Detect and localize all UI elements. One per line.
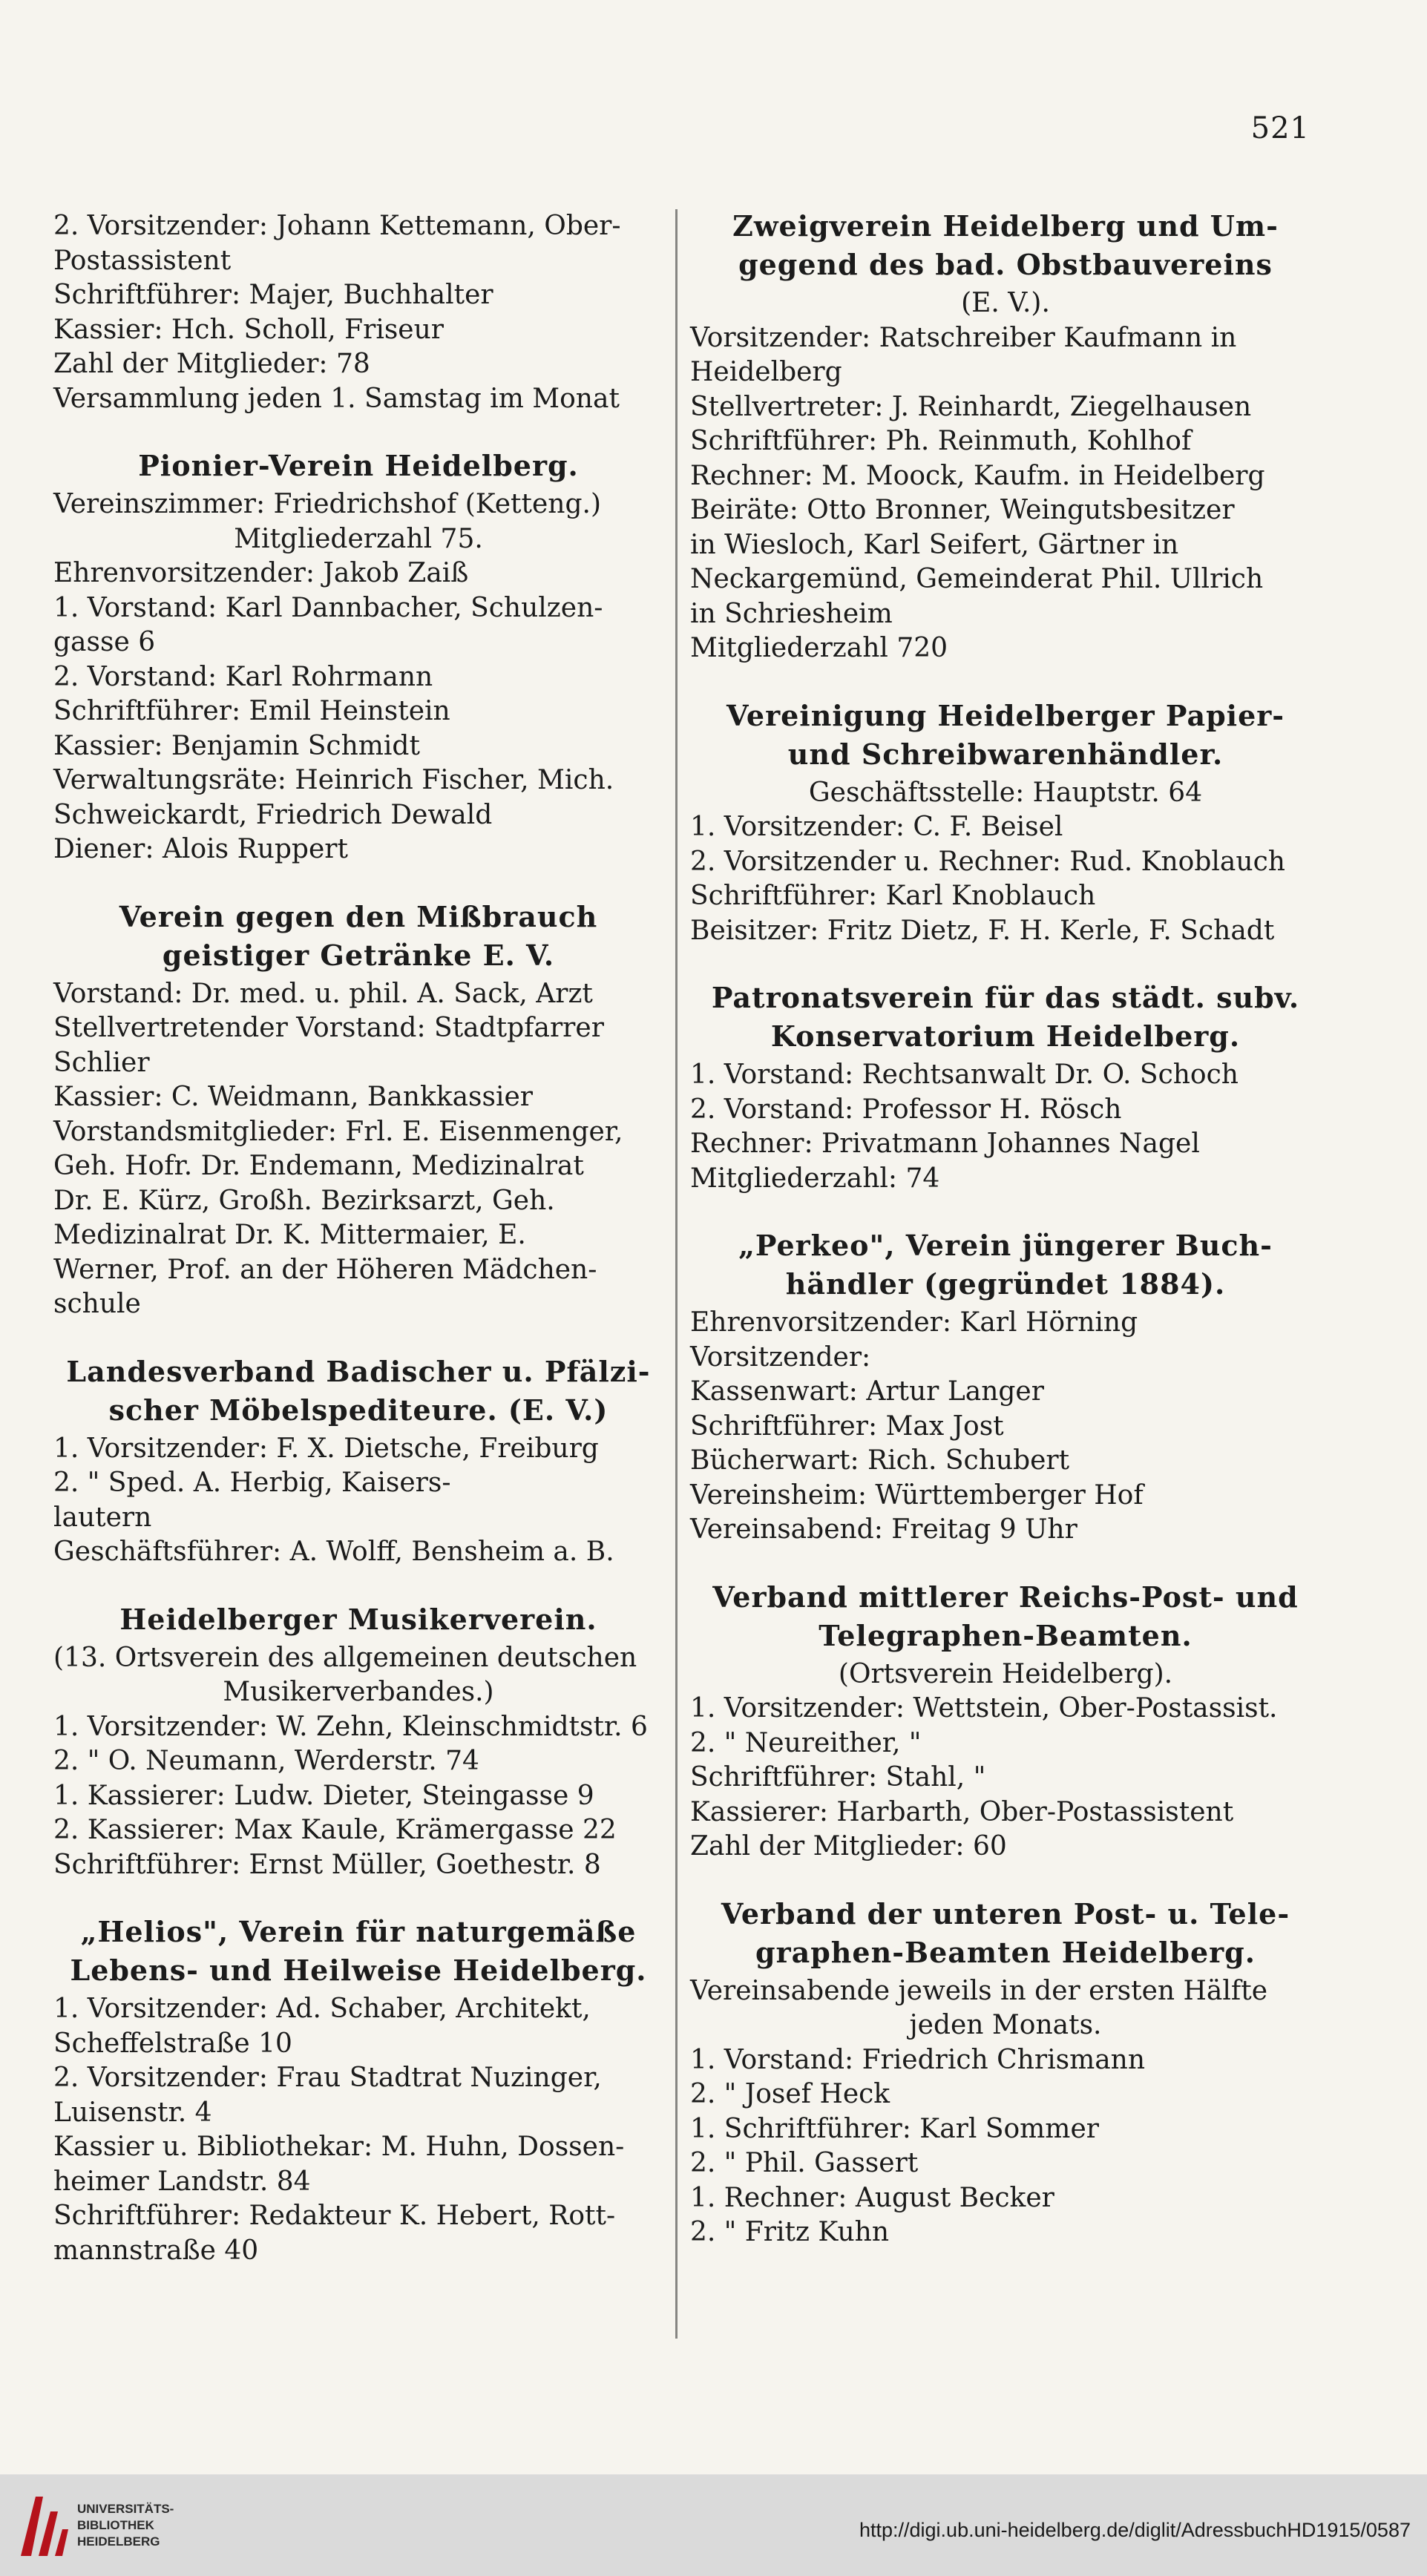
entry-line: (Ortsverein Heidelberg). bbox=[838, 1658, 1173, 1689]
entry-line: 1. Vorstand: Rechtsanwalt Dr. O. Schoch bbox=[690, 1059, 1239, 1090]
entry-line: Rechner: Privatmann Johannes Nagel bbox=[690, 1128, 1200, 1159]
directory-entry bbox=[690, 699, 1321, 949]
entry-line: heimer Landstr. 84 bbox=[53, 2166, 311, 2197]
entry-line: Schweickardt, Friedrich Dewald bbox=[53, 799, 493, 830]
entry-line: Dr. E. Kürz, Großh. Bezirksarzt, Geh. bbox=[53, 1185, 555, 1216]
directory-entry bbox=[690, 981, 1321, 1196]
entry-line: 2. " Neureither, " bbox=[690, 1727, 922, 1758]
entry-line: Verwaltungsräte: Heinrich Fischer, Mich. bbox=[53, 765, 614, 795]
entry-line: Bücherwart: Rich. Schubert bbox=[690, 1445, 1070, 1476]
entry-line: 1. Vorsitzender: C. F. Beisel bbox=[690, 812, 1063, 842]
directory-entry bbox=[53, 209, 663, 416]
entry-line: 1. Vorsitzender: F. X. Dietsche, Freiburg bbox=[53, 1433, 599, 1464]
entry-line: Schriftführer: Max Jost bbox=[690, 1410, 1004, 1442]
source-url-link[interactable]: http://digi.ub.uni-heidelberg.de/diglit/AdressbuchHD1915/0587 bbox=[859, 2519, 1411, 2541]
entry-line: jeden Monats. bbox=[909, 2010, 1102, 2040]
entry-line: Scheffelstraße 10 bbox=[53, 2028, 292, 2059]
entry-line: Vorsitzender: Ratschreiber Kaufmann in bbox=[690, 322, 1237, 353]
entry-title: und Schreibwarenhändler. bbox=[787, 737, 1224, 771]
entry-line: 2. " Josef Heck bbox=[690, 2079, 890, 2109]
entry-line: 1. Rechner: August Becker bbox=[690, 2182, 1054, 2213]
entry-line: Schriftführer: Karl Knoblauch bbox=[690, 881, 1096, 911]
directory-entry bbox=[53, 1915, 663, 2268]
directory-entry bbox=[690, 1229, 1321, 1548]
entry-line: Heidelberg bbox=[690, 357, 842, 387]
entry-line: in Schriesheim bbox=[690, 598, 893, 629]
entry-title: Verband der unteren Post- u. Tele- bbox=[721, 1896, 1290, 1931]
entry-line: 2. " Sped. A. Herbig, Kaisers- bbox=[53, 1468, 451, 1498]
entry-line: 2. " Fritz Kuhn bbox=[690, 2217, 890, 2247]
entry-title: Konservatorium Heidelberg. bbox=[770, 1019, 1241, 1053]
entry-line: Luisenstr. 4 bbox=[53, 2097, 212, 2128]
entry-line: Werner, Prof. an der Höheren Mädchen- bbox=[53, 1254, 597, 1285]
entry-line: Ehrenvorsitzender: Karl Hörning bbox=[690, 1307, 1138, 1338]
entry-line: 1. Vorstand: Karl Dannbacher, Schulzen- bbox=[53, 592, 603, 623]
entry-line: Musikerverbandes.) bbox=[223, 1677, 494, 1707]
entry-line: Geschäftsstelle: Hauptstr. 64 bbox=[808, 777, 1203, 808]
entry-title: Lebens- und Heilweise Heidelberg. bbox=[70, 1954, 647, 1987]
entry-line: Schriftführer: Majer, Buchhalter bbox=[53, 280, 493, 310]
entry-line: Vereinszimmer: Friedrichshof (Ketteng.) bbox=[53, 489, 601, 519]
entry-title: „Helios", Verein für naturgemäße bbox=[80, 1915, 637, 1948]
column-divider bbox=[675, 209, 678, 2339]
entry-line: (E. V.). bbox=[961, 288, 1050, 318]
entry-line: Mitgliederzahl 720 bbox=[690, 633, 948, 663]
entry-line: 1. Vorstand: Friedrich Chrismann bbox=[690, 2044, 1146, 2075]
entry-line: Beiräte: Otto Bronner, Weingutsbesitzer bbox=[690, 495, 1235, 525]
entry-line: Schriftführer: Ph. Reinmuth, Kohlhof bbox=[690, 426, 1192, 456]
entry-line: Schriftführer: Ernst Müller, Goethestr. 8 bbox=[53, 1849, 601, 1880]
directory-entry bbox=[690, 209, 1321, 666]
entry-line: Beisitzer: Fritz Dietz, F. H. Kerle, F. Schadt bbox=[690, 915, 1275, 946]
entry-line: Kassierer: Harbarth, Ober-Postassistent bbox=[690, 1796, 1234, 1827]
entry-line: 2. Vorstand: Professor H. Rösch bbox=[690, 1094, 1122, 1125]
entry-line: Postassistent bbox=[53, 245, 232, 276]
entry-title: Heidelberger Musikerverein. bbox=[119, 1602, 597, 1636]
entry-line: 2. Vorstand: Karl Rohrmann bbox=[53, 661, 433, 692]
entry-line: Medizinalrat Dr. K. Mittermaier, E. bbox=[53, 1220, 526, 1250]
entry-line: Diener: Alois Ruppert bbox=[53, 834, 348, 864]
entry-title: „Perkeo", Verein jüngerer Buch- bbox=[738, 1229, 1273, 1262]
university-seal-icon bbox=[16, 2492, 70, 2559]
entry-line: 1. Vorsitzender: Ad. Schaber, Architekt, bbox=[53, 1994, 591, 2024]
entry-line: 1. Vorsitzender: Wettstein, Ober-Postassist. bbox=[690, 1693, 1278, 1724]
entry-line: 2. " O. Neumann, Werderstr. 74 bbox=[53, 1746, 479, 1776]
entry-line: 2. Vorsitzender: Frau Stadtrat Nuzinger, bbox=[53, 2063, 602, 2093]
logo-line: BIBLIOTHEK bbox=[77, 2518, 154, 2532]
entry-line: Kassier u. Bibliothekar: M. Huhn, Dossen- bbox=[53, 2132, 625, 2162]
entry-title: Telegraphen-Beamten. bbox=[819, 1618, 1193, 1652]
entry-line: Stellvertreter: J. Reinhardt, Ziegelhausen bbox=[690, 391, 1252, 422]
entry-title: Verein gegen den Mißbrauch bbox=[119, 899, 598, 933]
entry-line: in Wiesloch, Karl Seifert, Gärtner in bbox=[690, 529, 1179, 560]
entry-line: Geh. Hofr. Dr. Endemann, Medizinalrat bbox=[53, 1151, 584, 1181]
entry-line: Vereinsabend: Freitag 9 Uhr bbox=[690, 1514, 1077, 1545]
right-column bbox=[690, 209, 1321, 2283]
entry-line: Kassier: C. Weidmann, Bankkassier bbox=[53, 1082, 534, 1112]
entry-line: 1. Schriftführer: Karl Sommer bbox=[690, 2113, 1099, 2144]
page-number: 521 bbox=[1250, 111, 1310, 145]
entry-title: händler (gegründet 1884). bbox=[785, 1267, 1226, 1301]
entry-line: Mitgliederzahl 75. bbox=[234, 523, 483, 554]
entry-line: Geschäftsführer: A. Wolff, Bensheim a. B. bbox=[53, 1537, 614, 1567]
entry-line: Schriftführer: Emil Heinstein bbox=[53, 696, 450, 726]
entry-title: geistiger Getränke E. V. bbox=[162, 938, 555, 972]
entry-line: Kassier: Hch. Scholl, Friseur bbox=[53, 314, 444, 345]
entry-line: Schriftführer: Redakteur K. Hebert, Rott- bbox=[53, 2201, 616, 2231]
entry-line: lautern bbox=[53, 1502, 152, 1533]
entry-line: schule bbox=[53, 1289, 141, 1319]
entry-line: Vereinsheim: Württemberger Hof bbox=[690, 1479, 1144, 1511]
entry-line: Schriftführer: Stahl, " bbox=[690, 1762, 986, 1793]
viewer-footer bbox=[0, 2474, 1427, 2576]
entry-line: 1. Vorsitzender: W. Zehn, Kleinschmidtstr. 6 bbox=[53, 1711, 648, 1742]
logo-line: HEIDELBERG bbox=[77, 2534, 160, 2549]
entry-line: Zahl der Mitglieder: 60 bbox=[690, 1831, 1007, 1862]
directory-entry bbox=[53, 449, 663, 867]
left-column bbox=[53, 209, 663, 2301]
entry-line: (13. Ortsverein des allgemeinen deutschen bbox=[53, 1642, 637, 1673]
entry-line: Neckargemünd, Gemeinderat Phil. Ullrich bbox=[690, 564, 1264, 594]
entry-line: Vorstandsmitglieder: Frl. E. Eisenmenger, bbox=[53, 1116, 623, 1147]
directory-entry bbox=[53, 1355, 663, 1570]
entry-title: Vereinigung Heidelberger Papier- bbox=[726, 698, 1285, 732]
entry-line: gasse 6 bbox=[53, 627, 156, 657]
entry-title: Pionier-Verein Heidelberg. bbox=[138, 449, 579, 482]
entry-line: Schlier bbox=[53, 1047, 150, 1078]
entry-line: Vereinsabende jeweils in der ersten Hälfte bbox=[690, 1975, 1268, 2006]
entry-line: Mitgliederzahl: 74 bbox=[690, 1163, 940, 1194]
entry-line: Zahl der Mitglieder: 78 bbox=[53, 349, 370, 379]
entry-line: 2. Kassierer: Max Kaule, Krämergasse 22 bbox=[53, 1815, 617, 1845]
library-logo-text bbox=[77, 2501, 174, 2550]
directory-entry bbox=[690, 1897, 1321, 2250]
entry-line: mannstraße 40 bbox=[53, 2235, 259, 2266]
entry-line: Versammlung jeden 1. Samstag im Monat bbox=[53, 383, 620, 414]
directory-entry bbox=[53, 1603, 663, 1883]
entry-line: 1. Kassierer: Ludw. Dieter, Steingasse 9 bbox=[53, 1780, 594, 1811]
directory-entry bbox=[53, 900, 663, 1322]
entry-title: Verband mittlerer Reichs-Post- und bbox=[712, 1580, 1299, 1614]
logo-line: UNIVERSITÄTS- bbox=[77, 2502, 174, 2516]
entry-line: Kassenwart: Artur Langer bbox=[690, 1376, 1044, 1407]
entry-line: 2. Vorsitzender u. Rechner: Rud. Knoblauch bbox=[690, 846, 1285, 877]
entry-line: 2. Vorsitzender: Johann Kettemann, Ober- bbox=[53, 211, 621, 241]
entry-title: Patronatsverein für das städt. subv. bbox=[711, 981, 1300, 1014]
entry-line: Rechner: M. Moock, Kaufm. in Heidelberg bbox=[690, 460, 1265, 491]
entry-line: 2. " Phil. Gassert bbox=[690, 2148, 919, 2178]
entry-title: gegend des bad. Obstbauvereins bbox=[738, 248, 1273, 281]
entry-title: Landesverband Badischer u. Pfälzi- bbox=[66, 1354, 651, 1388]
entry-title: graphen-Beamten Heidelberg. bbox=[755, 1935, 1256, 1969]
entry-line: Vorsitzender: bbox=[690, 1341, 871, 1373]
directory-entry bbox=[690, 1580, 1321, 1864]
entry-title: scher Möbelspediteure. (E. V.) bbox=[108, 1393, 608, 1427]
entry-title: Zweigverein Heidelberg und Um- bbox=[732, 209, 1279, 243]
entry-line: Ehrenvorsitzender: Jakob Zaiß bbox=[53, 558, 469, 588]
entry-line: Stellvertretender Vorstand: Stadtpfarrer bbox=[53, 1013, 604, 1043]
entry-line: Vorstand: Dr. med. u. phil. A. Sack, Arzt bbox=[53, 978, 593, 1009]
entry-line: Kassier: Benjamin Schmidt bbox=[53, 730, 420, 761]
